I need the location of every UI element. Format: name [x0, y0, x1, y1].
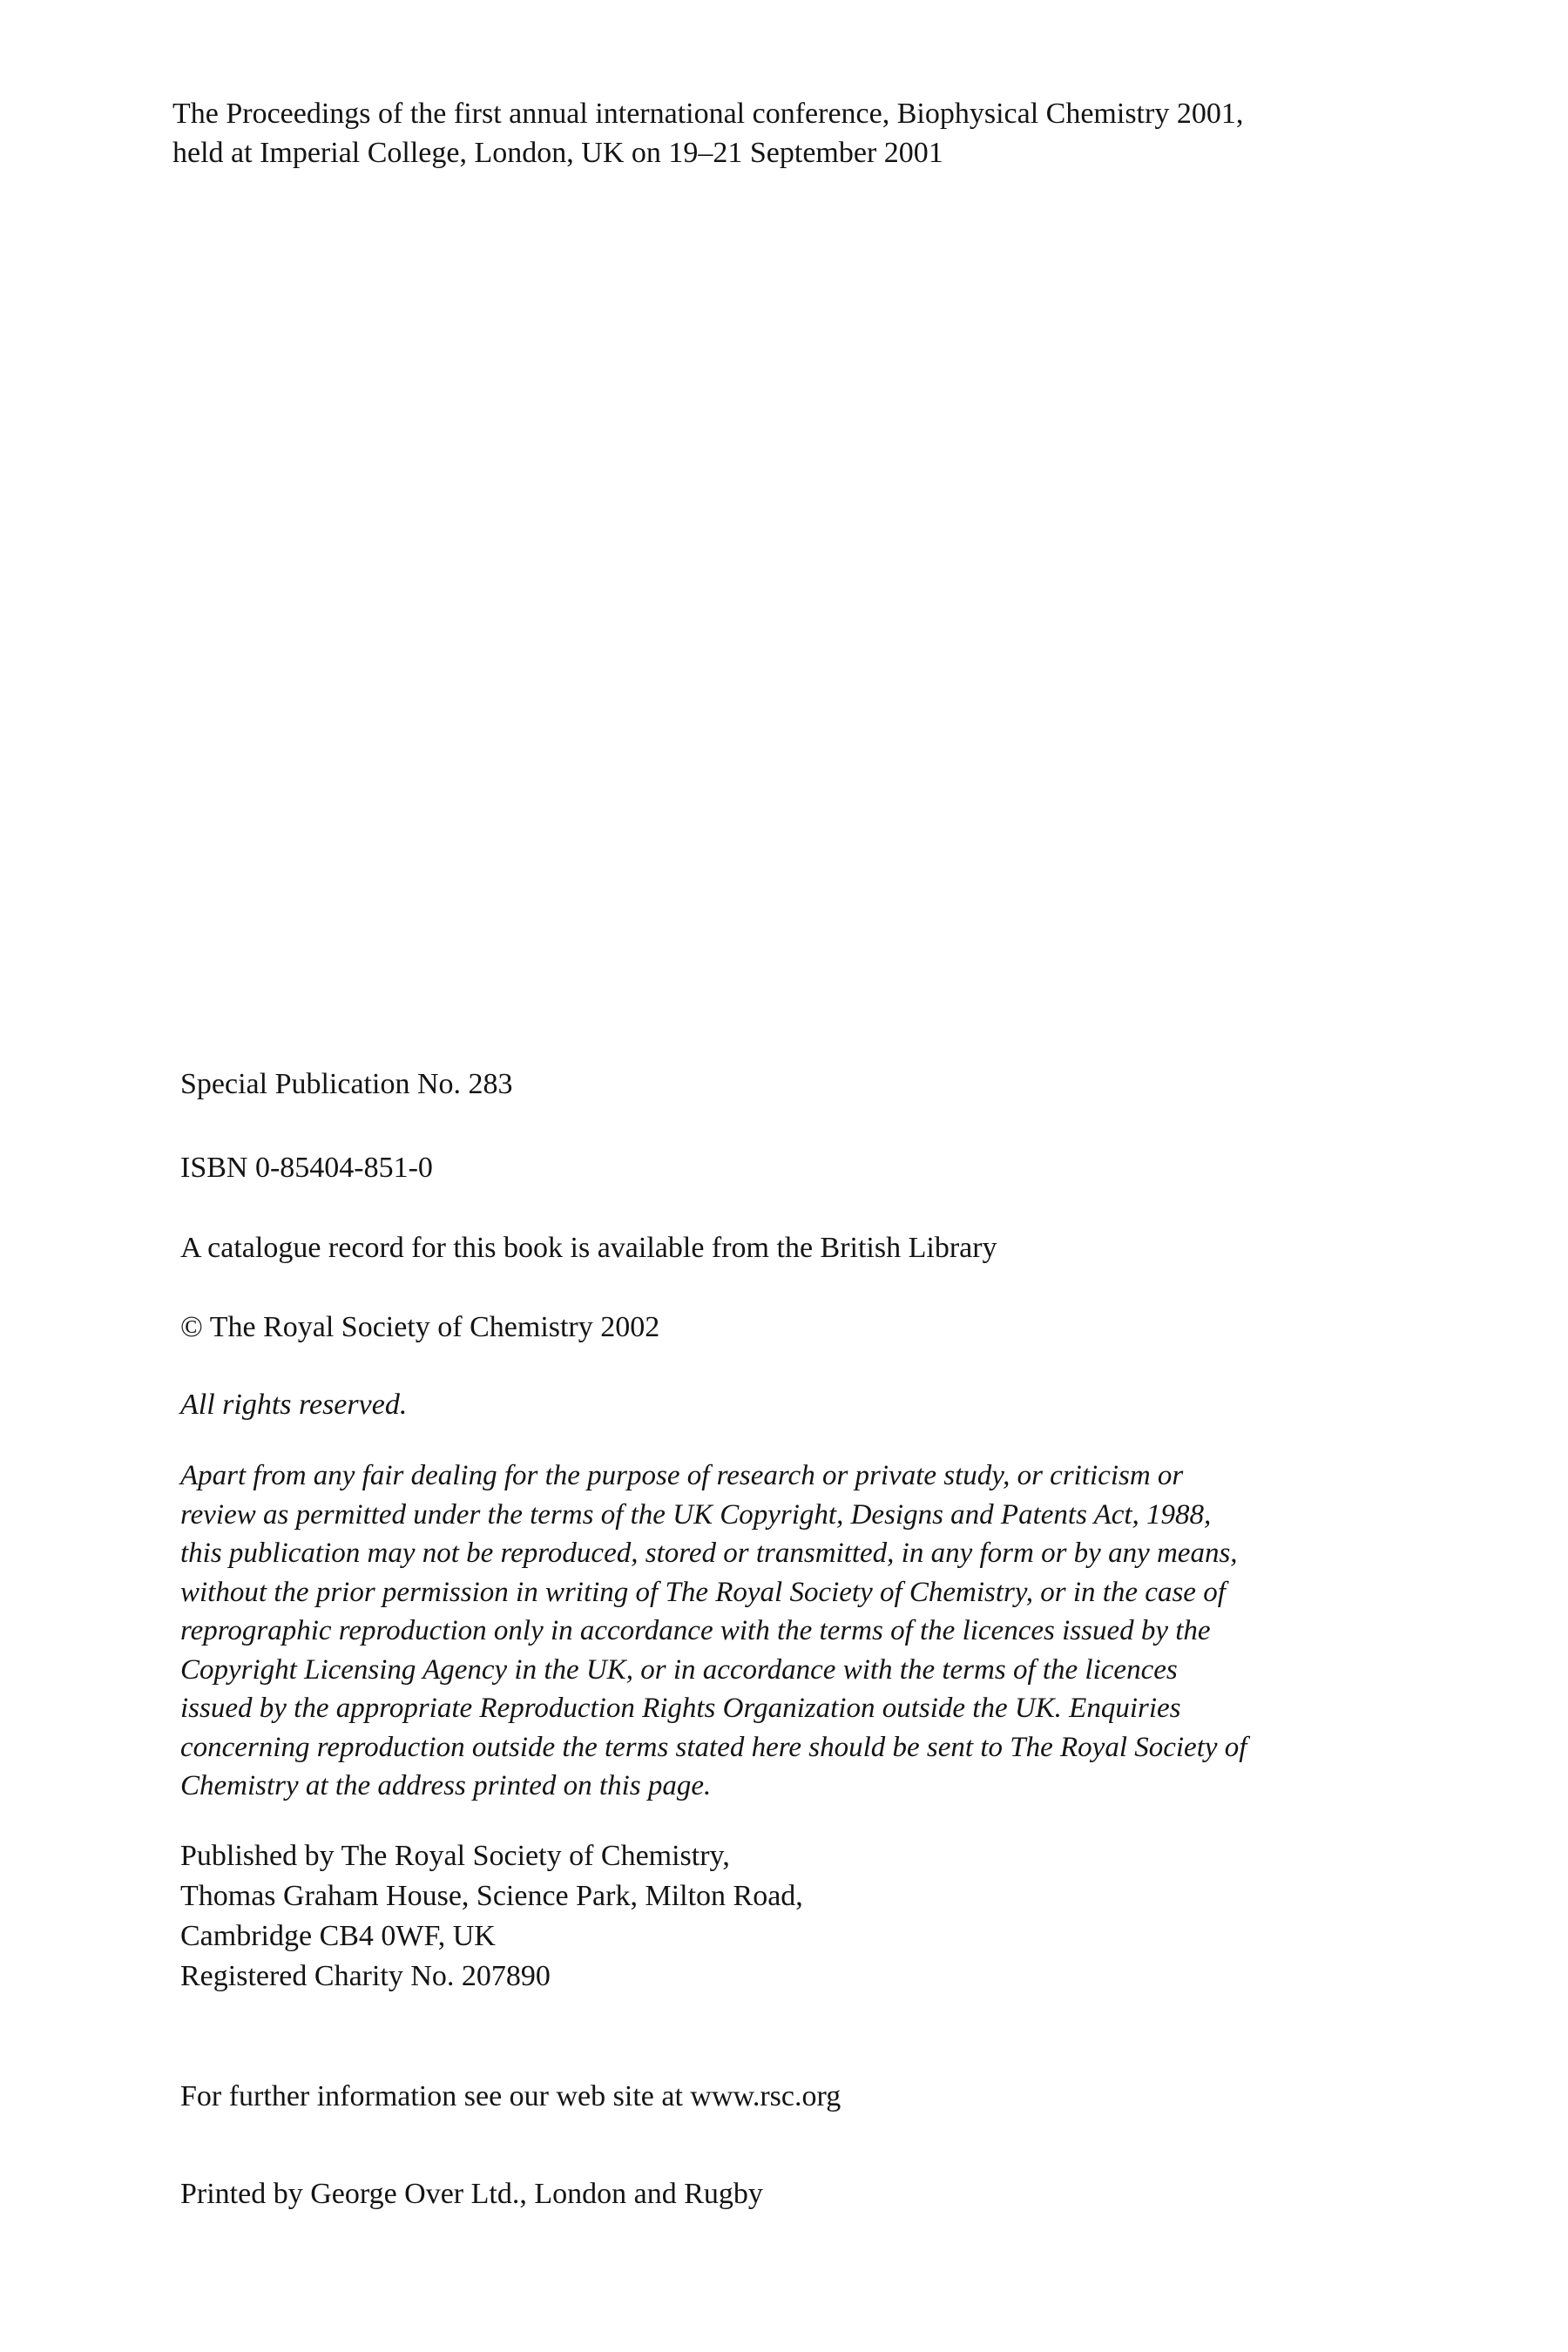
printer-info: Printed by George Over Ltd., London and Rugby [180, 2178, 763, 2210]
isbn: ISBN 0-85404-851-0 [180, 1152, 433, 1184]
legal-notice-line: reprographic reproduction only in accordance with the terms of the licences issued by the [180, 1615, 1211, 1646]
legal-notice-line: concerning reproduction outside the terms stated here should be sent to The Royal Society of [180, 1731, 1247, 1763]
publisher-address [180, 1836, 803, 1997]
legal-notice-line: without the prior permission in writing of The Royal Society of Chemistry, or in the case of [180, 1576, 1226, 1608]
legal-notice-line: Copyright Licensing Agency in the UK, or in accordance with the terms of the licences [180, 1653, 1178, 1686]
special-publication-number: Special Publication No. 283 [180, 1068, 513, 1100]
legal-notice-line: review as permitted under the terms of the UK Copyright, Designs and Patents Act, 1988, [180, 1498, 1212, 1531]
publisher-line: Registered Charity No. 207890 [180, 1960, 551, 1992]
legal-notice-line: Apart from any fair dealing for the purpose of research or private study, or criticism or [180, 1460, 1184, 1491]
rights-reserved: All rights reserved. [180, 1389, 408, 1421]
copyright-notice: © The Royal Society of Chemistry 2002 [180, 1311, 660, 1343]
header-line: The Proceedings of the first annual international conference, Biophysical Chemistry 2001, [172, 98, 1244, 130]
catalogue-record-note: A catalogue record for this book is available from the British Library [180, 1232, 997, 1264]
publisher-line: Thomas Graham House, Science Park, Milton Road, [180, 1880, 803, 1912]
proceedings-header [172, 94, 1392, 172]
publisher-line: Cambridge CB4 0WF, UK [180, 1920, 496, 1952]
publisher-line: Published by The Royal Society of Chemistry, [180, 1840, 730, 1872]
legal-notice-line: this publication may not be reproduced, stored or transmitted, in any form or by any means, [180, 1538, 1238, 1569]
legal-notice [180, 1456, 1247, 1806]
legal-notice-line: issued by the appropriate Reproduction Rights Organization outside the UK. Enquiries [180, 1693, 1181, 1724]
web-info: For further information see our web site at www.rsc.org [180, 2080, 841, 2112]
legal-notice-line: Chemistry at the address printed on this page. [180, 1770, 712, 1801]
header-line: held at Imperial College, London, UK on 19–21 September 2001 [172, 137, 943, 169]
